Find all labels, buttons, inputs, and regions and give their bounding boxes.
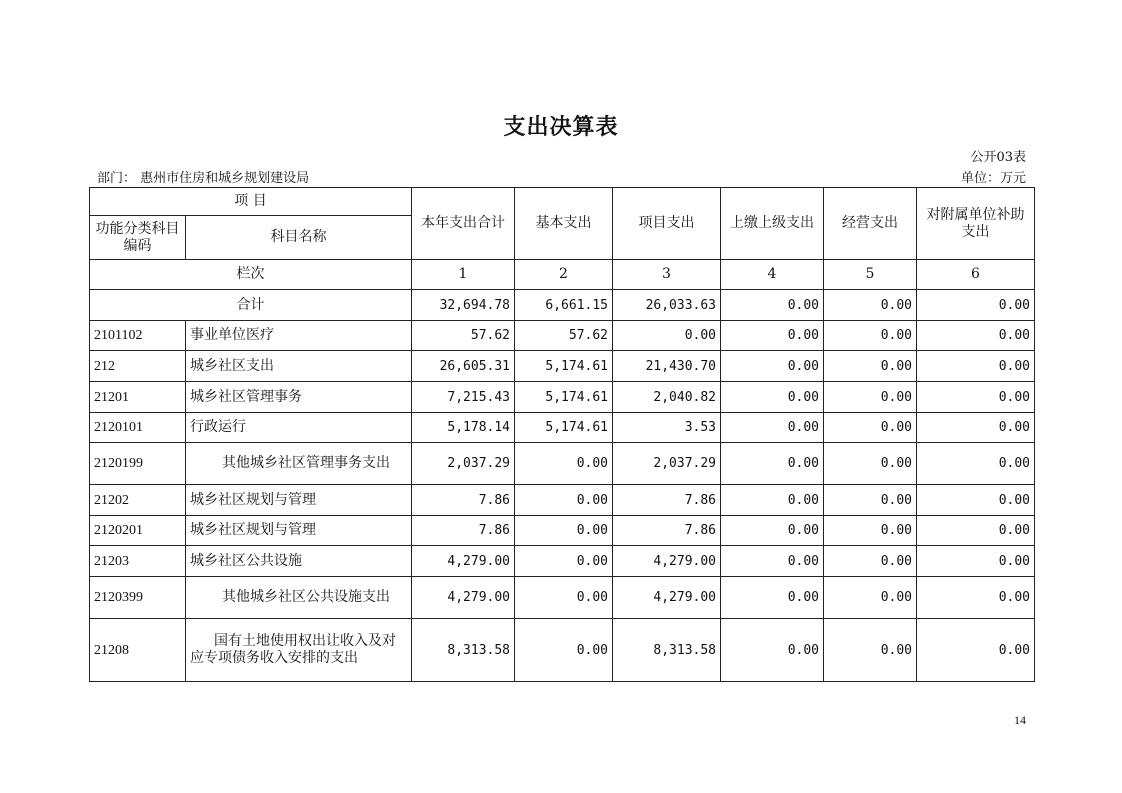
value-cell: 0.00 bbox=[824, 546, 917, 577]
value-cell: 0.00 bbox=[917, 351, 1035, 382]
value-cell: 21,430.70 bbox=[613, 351, 721, 382]
value-cell: 7,215.43 bbox=[412, 382, 515, 413]
value-cell: 0.00 bbox=[917, 546, 1035, 577]
table-row bbox=[90, 485, 1035, 516]
value-cell: 0.00 bbox=[613, 321, 721, 351]
value-cell: 0.00 bbox=[824, 321, 917, 351]
value-cell: 4,279.00 bbox=[613, 577, 721, 619]
value-cell: 6,661.15 bbox=[515, 290, 613, 321]
value-cell: 4,279.00 bbox=[412, 577, 515, 619]
header-col5: 经营支出 bbox=[824, 188, 917, 260]
subject-code: 21202 bbox=[90, 485, 186, 516]
subject-code: 2120199 bbox=[90, 443, 186, 485]
value-cell: 0.00 bbox=[917, 577, 1035, 619]
subject-code: 2120101 bbox=[90, 413, 186, 443]
value-cell: 0.00 bbox=[917, 443, 1035, 485]
value-cell: 0.00 bbox=[515, 619, 613, 682]
form-number: 公开03表 bbox=[970, 150, 1026, 165]
subject-code: 2120201 bbox=[90, 516, 186, 546]
value-cell: 0.00 bbox=[917, 413, 1035, 443]
value-cell: 0.00 bbox=[824, 619, 917, 682]
value-cell: 0.00 bbox=[721, 546, 824, 577]
subject-name: 城乡社区公共设施 bbox=[186, 546, 412, 577]
value-cell: 5,174.61 bbox=[515, 382, 613, 413]
subject-name: 事业单位医疗 bbox=[186, 321, 412, 351]
table-row bbox=[90, 382, 1035, 413]
subject-name: 其他城乡社区管理事务支出 bbox=[186, 443, 412, 485]
value-cell: 0.00 bbox=[824, 290, 917, 321]
value-cell: 0.00 bbox=[824, 443, 917, 485]
value-cell: 0.00 bbox=[721, 351, 824, 382]
value-cell: 7.86 bbox=[412, 485, 515, 516]
subject-code: 21201 bbox=[90, 382, 186, 413]
value-cell: 0.00 bbox=[515, 485, 613, 516]
subject-name: 城乡社区规划与管理 bbox=[186, 516, 412, 546]
value-cell: 4,279.00 bbox=[412, 546, 515, 577]
value-cell: 0.00 bbox=[721, 516, 824, 546]
table-row bbox=[90, 546, 1035, 577]
column-index-label: 栏次 bbox=[90, 260, 412, 290]
value-cell: 7.86 bbox=[412, 516, 515, 546]
value-cell: 2,037.29 bbox=[412, 443, 515, 485]
value-cell: 0.00 bbox=[721, 382, 824, 413]
value-cell: 0.00 bbox=[721, 413, 824, 443]
department-label: 部门： 惠州市住房和城乡规划建设局 bbox=[97, 171, 310, 186]
value-cell: 5,174.61 bbox=[515, 351, 613, 382]
page-number: 14 bbox=[1014, 713, 1026, 727]
table-row bbox=[90, 619, 1035, 682]
table-row bbox=[90, 351, 1035, 382]
table-row bbox=[90, 321, 1035, 351]
table-row bbox=[90, 516, 1035, 546]
column-index: 1 bbox=[412, 260, 515, 290]
header-col4: 上缴上级支出 bbox=[721, 188, 824, 260]
header-item: 项 目 bbox=[90, 188, 412, 216]
table-row bbox=[90, 413, 1035, 443]
table-row bbox=[90, 443, 1035, 485]
value-cell: 0.00 bbox=[917, 619, 1035, 682]
value-cell: 0.00 bbox=[721, 619, 824, 682]
value-cell: 26,033.63 bbox=[613, 290, 721, 321]
value-cell: 0.00 bbox=[824, 516, 917, 546]
header-col3: 项目支出 bbox=[613, 188, 721, 260]
subject-name: 城乡社区支出 bbox=[186, 351, 412, 382]
value-cell: 0.00 bbox=[917, 485, 1035, 516]
value-cell: 2,040.82 bbox=[613, 382, 721, 413]
subject-code: 21203 bbox=[90, 546, 186, 577]
value-cell: 3.53 bbox=[613, 413, 721, 443]
value-cell: 0.00 bbox=[917, 290, 1035, 321]
column-index: 6 bbox=[917, 260, 1035, 290]
value-cell: 0.00 bbox=[824, 382, 917, 413]
column-index: 4 bbox=[721, 260, 824, 290]
value-cell: 2,037.29 bbox=[613, 443, 721, 485]
value-cell: 0.00 bbox=[721, 577, 824, 619]
value-cell: 0.00 bbox=[917, 321, 1035, 351]
value-cell: 0.00 bbox=[515, 516, 613, 546]
column-index: 2 bbox=[515, 260, 613, 290]
subject-code: 212 bbox=[90, 351, 186, 382]
value-cell: 0.00 bbox=[721, 321, 824, 351]
value-cell: 7.86 bbox=[613, 485, 721, 516]
value-cell: 7.86 bbox=[613, 516, 721, 546]
value-cell: 57.62 bbox=[515, 321, 613, 351]
expenditure-table bbox=[89, 187, 1035, 682]
page-title: 支出决算表 bbox=[503, 114, 619, 140]
subject-name: 城乡社区规划与管理 bbox=[186, 485, 412, 516]
value-cell: 0.00 bbox=[515, 546, 613, 577]
value-cell: 0.00 bbox=[824, 351, 917, 382]
subject-code: 2101102 bbox=[90, 321, 186, 351]
value-cell: 5,178.14 bbox=[412, 413, 515, 443]
header-col6: 对附属单位补助支出 bbox=[917, 188, 1035, 260]
value-cell: 32,694.78 bbox=[412, 290, 515, 321]
subject-code: 2120399 bbox=[90, 577, 186, 619]
table-row bbox=[90, 577, 1035, 619]
value-cell: 5,174.61 bbox=[515, 413, 613, 443]
header-col1: 本年支出合计 bbox=[412, 188, 515, 260]
total-row bbox=[90, 290, 1035, 321]
value-cell: 0.00 bbox=[515, 577, 613, 619]
unit-label: 单位：万元 bbox=[960, 171, 1026, 186]
subject-code: 21208 bbox=[90, 619, 186, 682]
value-cell: 26,605.31 bbox=[412, 351, 515, 382]
header-subject-name: 科目名称 bbox=[186, 216, 412, 260]
value-cell: 0.00 bbox=[824, 577, 917, 619]
total-label: 合计 bbox=[90, 290, 412, 321]
value-cell: 0.00 bbox=[824, 413, 917, 443]
value-cell: 0.00 bbox=[917, 382, 1035, 413]
subject-name: 其他城乡社区公共设施支出 bbox=[186, 577, 412, 619]
value-cell: 0.00 bbox=[917, 516, 1035, 546]
subject-name: 城乡社区管理事务 bbox=[186, 382, 412, 413]
subject-name: 行政运行 bbox=[186, 413, 412, 443]
header-col2: 基本支出 bbox=[515, 188, 613, 260]
value-cell: 8,313.58 bbox=[613, 619, 721, 682]
column-index: 3 bbox=[613, 260, 721, 290]
value-cell: 0.00 bbox=[721, 290, 824, 321]
value-cell: 0.00 bbox=[721, 443, 824, 485]
column-index: 5 bbox=[824, 260, 917, 290]
value-cell: 0.00 bbox=[824, 485, 917, 516]
value-cell: 8,313.58 bbox=[412, 619, 515, 682]
value-cell: 57.62 bbox=[412, 321, 515, 351]
value-cell: 0.00 bbox=[721, 485, 824, 516]
value-cell: 0.00 bbox=[515, 443, 613, 485]
header-func-code: 功能分类科目编码 bbox=[90, 216, 186, 260]
subject-name: 国有土地使用权出让收入及对应专项债务收入安排的支出 bbox=[186, 619, 412, 682]
value-cell: 4,279.00 bbox=[613, 546, 721, 577]
